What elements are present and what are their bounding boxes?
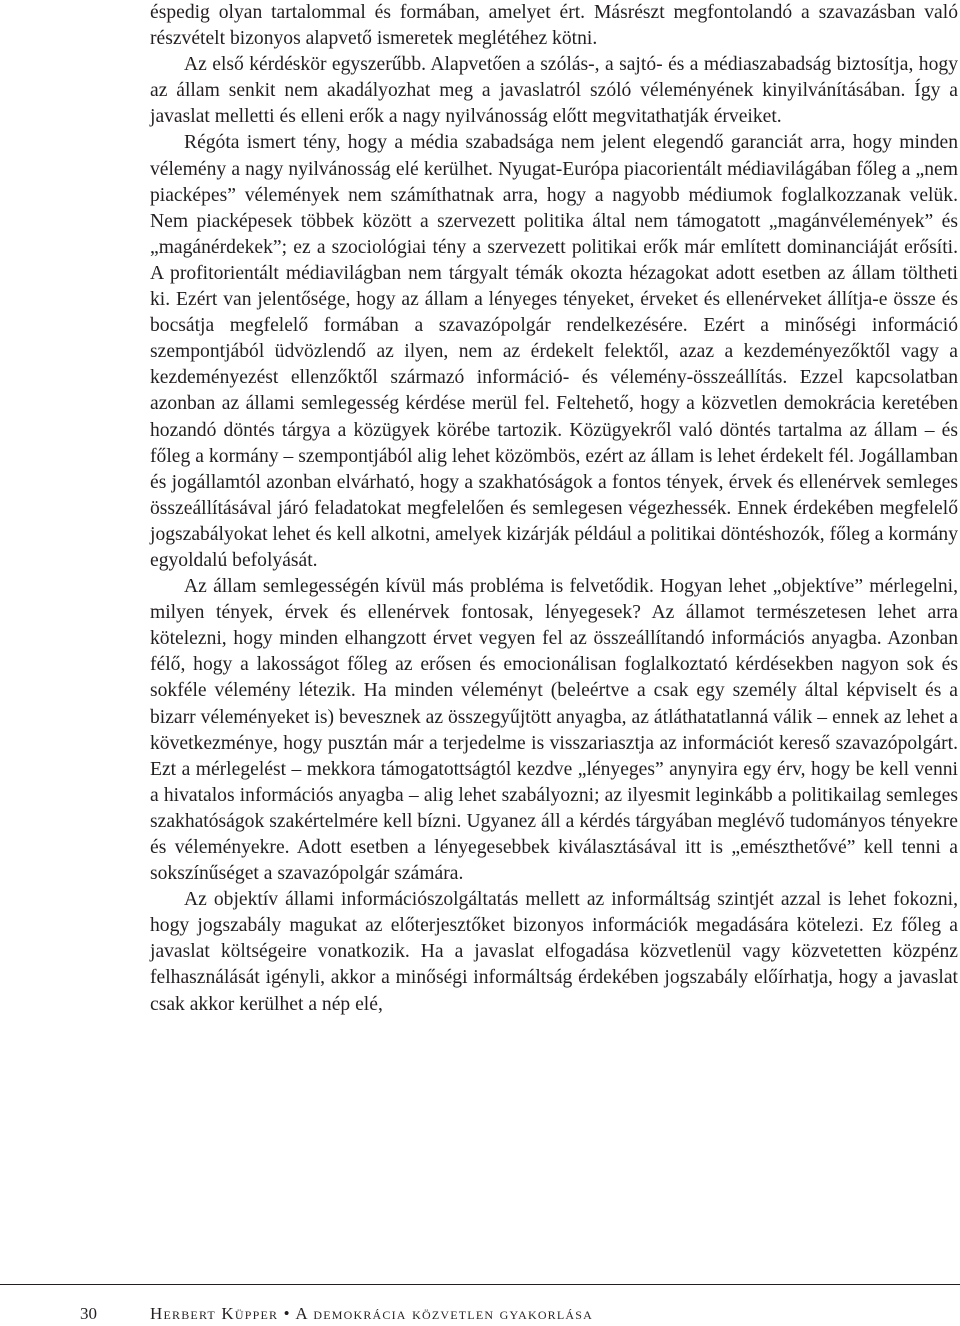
page-footer bbox=[0, 1302, 960, 1326]
paragraph: Az állam semlegességén kívül más probléma is felvetődik. Hogyan lehet „objektíve” mérlegelni, milyen tények, érvek és ellenérvek fontosak, lényegesek? Az államot természetesen lehet arra kötelezni, hogy minden elhangzott érvet vegyen fel az összeállítandó információs anyagba. Azonban félő, hogy a lakosságot főleg az erősen és emocionálisan foglalkoztató kérdésekben nagyon sok és sokféle vélemény létezik. Ha minden véleményt (beleértve a csak egy személy által képviselt és a bizarr véleményeket is) bevesznek az összegyűjtött anyagba, az átláthatatlanná válik – ennek az lehet a következménye, hogy pusztán már a terjedelme is visszariasztja az információt kereső szavazópolgárt. Ezt a mérlegelést – mekkora támogatottságtól kezdve „lényeges” anynyira egy érv, hogy be kell venni a hivatalos információs anyagba – alig lehet szabályozni; az ilyesmit leginkább a politikailag semleges szakhatóságok szakértelmére kell bízni. Ugyanez áll a kérdés tárgyában meglévő tudományos tényekre és véleményekre. Adott esetben a lényegesebbek kiválasztásával itt is „emészthetővé” kell tenni a sokszínűséget a szavazópolgár számára. bbox=[150, 576, 958, 885]
footer-divider bbox=[0, 1284, 960, 1285]
running-head: Herbert Küpper • A demokrácia közvetlen gyakorlása bbox=[150, 1304, 594, 1323]
body-text bbox=[150, 0, 958, 1018]
paragraph: éspedig olyan tartalommal és formában, amelyet ért. Másrészt megfontolandó a szavazásban való részvételt bizonyos alapvető ismeretek meglétéhez kötni. bbox=[150, 2, 958, 50]
paragraph: Az objektív állami információszolgáltatás mellett az informáltság szintjét azzal is lehet fokozni, hogy jogszabály magukat az előterjesztőket bizonyos információk megadására kötelezi. Ez főleg a javaslat költségeire vonatkozik. Ha a javaslat elfogadása közvetlenül vagy közvetetten közpénz felhasználását igényli, akkor a minőségi informáltság érdekében jogszabály előírhatja, hogy a javaslat csak akkor kerülhet a nép elé, bbox=[150, 889, 958, 1015]
page-number: 30 bbox=[80, 1304, 97, 1323]
paragraph: Régóta ismert tény, hogy a média szabadsága nem jelent elegendő garanciát arra, hogy minden vélemény a nagy nyilvánosság elé kerülhet. Nyugat-Európa piacorientált médiavilágában főleg a „nem piacképes” vélemények nem számíthatnak arra, hogy a nagyobb médiumok foglalkozzanak velük. Nem piacképesek többek között a szervezett politika által nem támogatott „magánvélemények” és „magánérdekek”; ez a szociológiai tény a szervezett politikai erők már említett dominanciáját erősíti. A profitorientált médiavilágban nem tárgyalt témák okozta hézagokat adott esetben az állam töltheti ki. Ezért van jelentősége, hogy az állam a lényeges tényeket, érveket és ellenérveket állítja-e össze és bocsátja megfelelő formában a szavazópolgár rendelkezésére. Ezért a minőségi információ szempontjából üdvözlendő az ilyen, nem az érdekelt felektől, azaz a kezdeményezőktől vagy a kezdeményezést ellenzőktől származó információ- és vélemény-összeállítás. Ezzel kapcsolatban azonban az állami semlegesség kérdése merül fel. Feltehető, hogy a közvetlen demokrácia keretében hozandó döntés tárgya a közügyek körébe tartozik. Közügyekről való döntés tartalma az állam – és főleg a kormány – szempontjából alig lehet közömbös, ezért az állam is lehet érdekelt fél. Jogállamban és jogállamtól azonban elvárható, hogy a szakhatóságok a fontos tények, érvek és ellenérvek semleges összeállításával járó feladatokat megfelelően és semlegesen végezhessék. Ennek érdekében megfelelő jogszabályokat lehet és kell alkotni, amelyek kizárják például a politikai döntéshozók, főleg a kormány egyoldalú befolyását. bbox=[150, 132, 958, 571]
paragraph: Az első kérdéskör egyszerűbb. Alapvetően a szólás-, a sajtó- és a médiaszabadság biztosítja, hogy az állam senkit nem akadályozhat meg a javaslatról szóló véleményének kinyilvánításában. Így a javaslat melletti és elleni erők a nagy nyilvánosság előtt megvitathatják érveiket. bbox=[150, 54, 958, 128]
